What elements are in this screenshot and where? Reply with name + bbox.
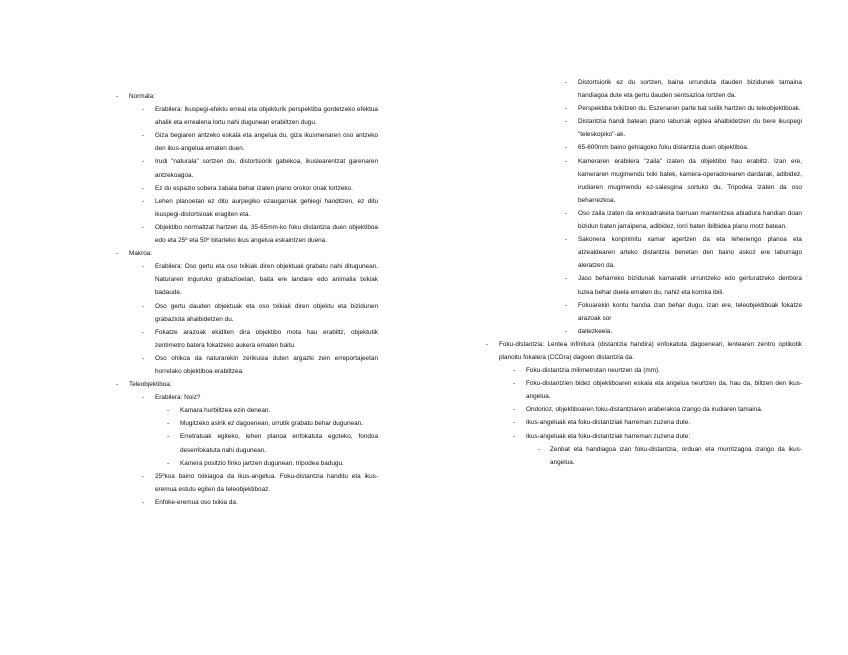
list-item: - Oso gertu dauden objektuak eta oso txikiak diren objektu eta bizidunen grabaziota ahalbidetzen du.	[116, 300, 378, 326]
list-item: - Enfoke-eremua oso txikia da.	[116, 496, 378, 509]
list-item: - Giza begiaren antzeko eskala eta angelua du, giza ikusmenaren oso antzeko den ikus-angelua ematen duen.	[116, 129, 378, 155]
list-item: - Oso zaila izaten da enkoadraketa barruan mantentzea abiadura handian doan bizidun baten jarraipena, adibidez, lorri baten ibilbidea plano motz batean.	[486, 207, 802, 233]
right-outline	[486, 76, 802, 469]
list-item: - Ikus-angeluak eta foku-distantziak harreman zuzena dute.	[486, 416, 802, 429]
left-column	[116, 90, 378, 509]
list-item: - Mugitzeko asirik ez dagoenean, urrutik grabatu behar dugunean.	[116, 417, 378, 430]
list-item: - Ez du espazio sobera zabala behar izaten plano orokor onak lortzeko.	[116, 182, 378, 195]
list-item: - Makroa:	[116, 247, 378, 260]
list-item: - Foku-distantzia: Lentea infinitura (distantzia handira) enfokatuta dagoenean, lentearen zentro optikotik planoitu fokalera (CCDra) dagoen distantzia da.	[486, 338, 802, 364]
list-item: - Foku-distantzien bidez objektiboaren eskala eta angelua neurtzen da, hau da, biltzen den ikus-angelua.	[486, 377, 802, 403]
list-item: - Irudi "naturala" sortzen du, distortsiorik gabekoa, ikuslearentzat garenaren antzekoagoa.	[116, 155, 378, 181]
list-item: - daitezkeela.	[486, 325, 802, 338]
list-item: - Kameraren erabilera "zaila" izaten da objektibo hau erabiltz. Izan ere, kameraren mugimendu txiki batek, kamera-operadorearen dardarak, adibidez, irudiaren mugimendu ez-saiesgina sortuko du. Tripodea izaten da oso beharrezkoa.	[486, 155, 802, 207]
list-item: - Lehen planoetan ez ditu aurpegiko ezaugarriak gehiegi handitzen, ez ditu ikuspegi-distortsioak eragiten eta.	[116, 195, 378, 221]
list-item: - Objektibo normaltzat hartzen da, 35-65mm-ko foku distantzia duen objektiboa edo eta 25º eta 50º bitarteko ikus angelua eskaintzen duena.	[116, 221, 378, 247]
list-item: - Distantzia handi batean plano laburrak egitea ahalbidetzen du bere ikuspegi "teleskopiko"-ak.	[486, 115, 802, 141]
list-item: - Erretratuak egiteko, lehen planoa enfokatuta egoteko, fondoa desenfokatuta nahi dugunean.	[116, 430, 378, 456]
right-column	[486, 76, 802, 469]
list-item: - Erabilera: Noiz?	[116, 391, 378, 404]
list-item: - Erabilera: Oso gertu eta oso txikiak diren objektuak grabatu nahi ditugunean. Naturaren inguruko grabazioetan, baita ere landare edo animalia txikiak badaude.	[116, 260, 378, 299]
left-outline	[116, 90, 378, 509]
list-item: - Jaso beharreko bizidunak kamaratik urruntzeko edo gerturatzeko denbora luzea behar duela ematen du, nahiz eta korrika ibili.	[486, 272, 802, 298]
list-item: - Erabilera: Ikuspegi-efektu erreal eta objekturik perspektiba gordetzeko efektua ahalik eta errealena lortu nahi dugunean erabiltzen dugu.	[116, 103, 378, 129]
list-item: - 65-600mm baino gehiagoko foku distantzia duen objektiboa.	[486, 141, 802, 154]
list-item: - Zenbat eta handiagoa izan foku-distantzia, orduan eta murritzagoa izango da ikus-angelua.	[486, 443, 802, 469]
list-item: - Normala:	[116, 90, 378, 103]
list-item: - Oso ohikoa da naturarekin zerikusia duten argazki zein erreportajeetan horrelako objektiboa erabiltzea.	[116, 352, 378, 378]
list-item: - Perspektiba txikitzen du. Eszenaren parte bat soilik hartzen du teleobjektiboak.	[486, 102, 802, 115]
list-item: - 25ºkoa baino txikiagoa da ikus-angelua. Foku-distantzia handitu eta ikus-eremua estutu egiten da teleobjektiboaz.	[116, 470, 378, 496]
list-item: - Ondorioz, objektiboaren foku-distantziaren araberakoa izango da irudiaren tamaina.	[486, 403, 802, 416]
list-item: - Fokuarekin kontu handia izan behar dugu, izan ere, teleobjektiboak fokatze arazoak sor	[486, 299, 802, 325]
list-item: - Fokatze arazoak ekiditen dira objektibo mota hau erabiltz, objektutik zentimetro batera fokatzeko aukera ematen baitu.	[116, 326, 378, 352]
list-item: - Ikus-angeluak eta foku-distantziak harreman zuzena dute:	[486, 430, 802, 443]
list-item: - Sakonera konprimitu xamar agertzen da eta lehenengo planoa eta atzealdearen arteko distantzia benetan den baino askoz ere laburrago aleratzen da.	[486, 233, 802, 272]
list-item: - Teleobjektiboa:	[116, 378, 378, 391]
list-item: - Kamara hurbiltzea ezin denean.	[116, 404, 378, 417]
list-item: - Distortsiorik ez du sortzen, baina urrunduta dauden bizidunek tamaina handiagoa dute eta gertu dauden sentsazioa lortzen da.	[486, 76, 802, 102]
list-item: - Kamera positzio finko jartzen dugunean, tripodea badugu.	[116, 457, 378, 470]
list-item: - Foku-distantzia milimetrotan neurtzen da (mm).	[486, 364, 802, 377]
